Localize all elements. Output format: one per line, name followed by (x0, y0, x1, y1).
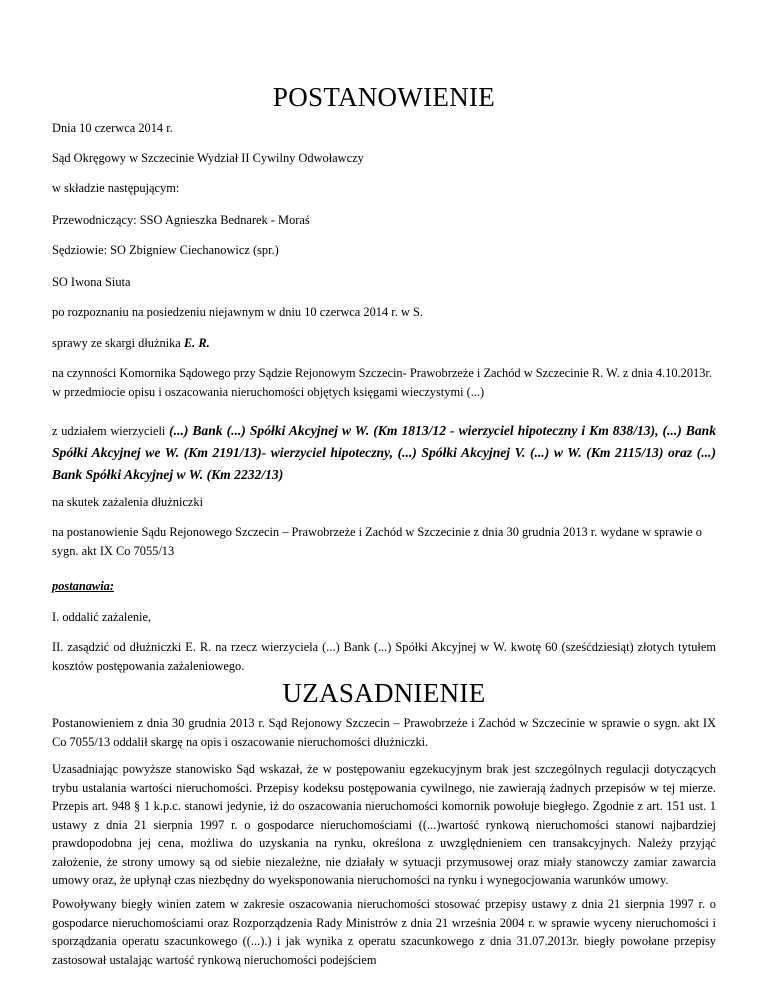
chair-judge: Przewodniczący: SSO Agnieszka Bednarek - Moraś (52, 213, 310, 227)
justification-paragraph-3: Powoływany biegły winien zatem w zakresie oszacowania nieruchomości stosować przepisy ustawy z dnia 21 sierpnia 1997 r. o gospodarce nieruchomościami oraz Rozporządzenia Rady Ministrów z dnia 21 września 2004 r. w sprawie wyceny nieruchomości i sporządzania operatu szacunkowego ((...).) i jak wynika z operatu szacunkowego z dnia 31.07.2013r. biegły powołane przepisy zastosował ustalając wartość rynkową nieruchomości podejściem (52, 897, 716, 967)
justification-title: UZASADNIENIE (282, 678, 486, 708)
ruling-item-1: I. oddalić zażalenie, (52, 610, 152, 624)
decision-reference: na postanowienie Sądu Rejonowego Szczecin – Prawobrzeże i Zachód w Szczecinie z dnia 30 grudnia 2013 r. wydane w sprawie o sygn. akt IX Co 7055/13 (52, 525, 702, 558)
judge-2: SO Iwona Siuta (52, 275, 131, 289)
ruling-item-2: II. zasądzić od dłużniczki E. R. na rzecz wierzyciela (...) Bank (...) Spółki Akcyjnej w W. kwotę 60 (sześćdziesiąt) złotych tytułem kosztów postępowania zażaleniowego. (52, 640, 716, 673)
creditors-prefix: z udziałem wierzycieli (52, 424, 170, 438)
case-prefix: sprawy ze skargi dłużnika (52, 336, 184, 350)
date-line: Dnia 10 czerwca 2014 r. (52, 121, 173, 135)
justification-paragraph-1: Postanowieniem z dnia 30 grudnia 2013 r. Sąd Rejonowy Szczecin – Prawobrzeże i Zachód w Szczecinie w sprawie o sygn. akt IX Co 7055/13 oddalił skargę na opis i oszacowanie nieruchomości dłużniczki. (52, 716, 716, 749)
composition-intro: w składzie następującym: (52, 181, 180, 195)
judges: Sędziowie: SO Zbigniew Ciechanowicz (spr.) (52, 243, 279, 257)
creditors-paragraph (52, 420, 716, 486)
case-party: E. R. (183, 336, 210, 350)
action-paragraph: na czynności Komornika Sądowego przy Sądzie Rejonowym Szczecin- Prawobrzeże i Zachód w Szczecinie R. W. z dnia 4.10.2013r. w przedmiocie opisu i oszacowania nieruchomości objętych księgami wieczystymi (...) (52, 366, 712, 399)
case-line (52, 333, 716, 353)
court-name: Sąd Okręgowy w Szczecinie Wydział II Cywilny Odwoławczy (52, 151, 364, 165)
document-title: POSTANOWIENIE (272, 82, 496, 112)
hearing-line: po rozpoznaniu na posiedzeniu niejawnym w dniu 10 czerwca 2014 r. w S. (52, 305, 423, 319)
complaint-line: na skutek zażalenia dłużniczki (52, 495, 204, 509)
justification-paragraph-2: Uzasadniając powyższe stanowisko Sąd wskazał, że w postępowaniu egzekucyjnym brak jest szczególnych regulacji dotyczących trybu ustalania wartości nieruchomości. Przepisy kodeksu postępowania cywilnego, nie zawierają żadnych przepisów w tej mierze. Przepis art. 948 § 1 k.p.c. stanowi jedynie, iż do oszacowania nieruchomości komornik powołuje biegłego. Zgodnie z art. 151 ust. 1 ustawy z dnia 21 sierpnia 1997 r. o gospodarce nieruchomościami ((...)wartość rynkową nieruchomości stanowi najbardziej prawdopodobna jej cena, możliwa do uzyskania na rynku, określona z uwzględnieniem cen transakcyjnych. Należy przyjąć założenie, że strony umowy są od siebie niezależne, nie działały w sytuacji przymusowej oraz miały stanowczy zamiar zawarcia umowy oraz, że upłynął czas niezbędny do wyeksponowania nieruchomości na rynku i wynegocjowania warunków umowy. (52, 762, 716, 887)
creditors-list: (...) Bank (...) Spółki Akcyjnej w W. (Km 1813/12 - wierzyciel hipoteczny i Km 838/13), (...) Bank Spółki Akcyjnej we W. (Km 2191/13)- wierzyciel hipoteczny, (...) Spółki Akcyjnej V. (...) w W. (Km 2115/13) oraz (...) Bank Spółki Akcyjnej w W. (Km 2232/13) (52, 423, 716, 482)
ruling-heading: postanawia: (52, 579, 114, 593)
